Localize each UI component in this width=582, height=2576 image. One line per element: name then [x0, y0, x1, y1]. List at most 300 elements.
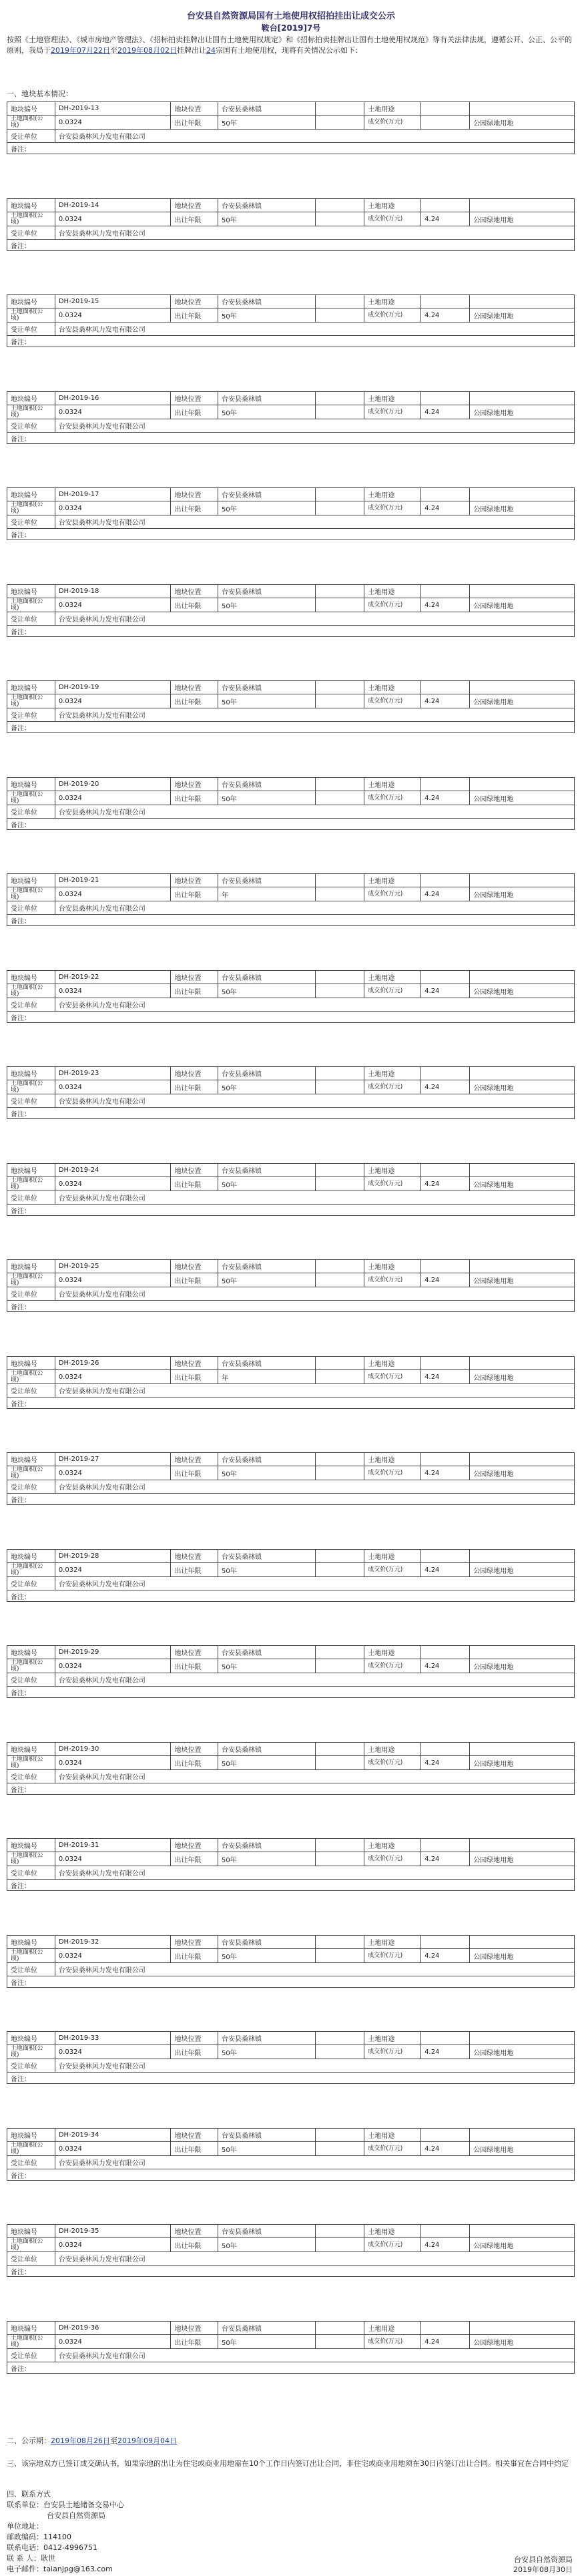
- contact-addr-row: [7, 2521, 575, 2532]
- winner-value: 台安县桑林风力发电有限公司: [55, 226, 574, 240]
- remark-label: 备注：: [7, 1108, 575, 1119]
- blank-cell: [316, 2322, 364, 2335]
- area-value: 0.0324: [55, 694, 171, 708]
- area-label: 土地面积(公顷): [7, 1177, 55, 1191]
- parcel-row-3: [7, 419, 575, 433]
- winner-label: 受让单位: [7, 1673, 55, 1687]
- location-label: 地块位置: [171, 585, 218, 598]
- use-value: [421, 199, 470, 212]
- parcel-no-label: 地块编号: [7, 199, 55, 212]
- contact-phone-label: 联系电话：: [7, 2543, 43, 2552]
- use-value: [421, 1646, 470, 1659]
- parcel-no-label: 地块编号: [7, 102, 55, 116]
- parcel-no-value: DH-2019-14: [55, 199, 171, 212]
- blank-cell: [316, 984, 364, 998]
- winner-label: 受让单位: [7, 2349, 55, 2362]
- area-label: 土地面积(公顷): [7, 1949, 55, 1963]
- term-label: 出让年限: [171, 405, 218, 419]
- use-value: [421, 585, 470, 598]
- area-value: 0.0324: [55, 2142, 171, 2156]
- location-value: 台安县桑林镇: [218, 1260, 315, 1273]
- contact-email-label: 电子邮件：: [7, 2565, 43, 2573]
- parcel-no-value: DH-2019-28: [55, 1550, 171, 1563]
- parcel-table: [7, 1356, 575, 1409]
- location-value: 台安县桑林镇: [218, 102, 315, 116]
- area-value: 0.0324: [55, 1370, 171, 1384]
- term-value: 50年: [218, 694, 315, 708]
- parcel-row-1: [7, 2322, 575, 2335]
- blank-cell: [470, 1550, 575, 1563]
- price-value: 4.24: [421, 1659, 470, 1673]
- intro-date-end: 2019年08月02日: [117, 46, 177, 55]
- blank-cell: [316, 102, 364, 116]
- remark-label: 备注：: [7, 143, 575, 154]
- price-value: 4.24: [421, 791, 470, 805]
- parcel-no-label: 地块编号: [7, 2225, 55, 2238]
- area-label: 土地面积(公顷): [7, 1659, 55, 1673]
- parcel-row-2: [7, 1756, 575, 1770]
- blank-cell: [316, 1936, 364, 1949]
- parcel-no-label: 地块编号: [7, 1936, 55, 1949]
- parcel-no-value: DH-2019-31: [55, 1839, 171, 1852]
- price-label: 成交价(万元): [364, 2142, 421, 2156]
- blank-cell: [470, 681, 575, 694]
- blank-cell: [470, 1260, 575, 1273]
- location-label: 地块位置: [171, 2129, 218, 2142]
- blank-cell: [470, 1646, 575, 1659]
- term-value: 50年: [218, 308, 315, 323]
- area-label: 土地面积(公顷): [7, 1756, 55, 1770]
- land-use-std-label: 公园绿地用地: [470, 116, 575, 130]
- parcel-row-1: [7, 392, 575, 405]
- area-label: 土地面积(公顷): [7, 405, 55, 419]
- location-label: 地块位置: [171, 199, 218, 212]
- parcel-row-3: [7, 1094, 575, 1108]
- parcel-row-2: [7, 2142, 575, 2156]
- parcel-row-2: [7, 694, 575, 708]
- winner-value: 台安县桑林风力发电有限公司: [55, 805, 574, 819]
- parcel-row-3: [7, 226, 575, 240]
- parcel-row-3: [7, 998, 575, 1012]
- winner-label: 受让单位: [7, 1963, 55, 1976]
- blank-cell: [316, 1177, 364, 1191]
- publicity-date-from: 2019年08月26日: [51, 2436, 110, 2445]
- location-label: 地块位置: [171, 1453, 218, 1466]
- blank-cell: [316, 2335, 364, 2349]
- term-label: 出让年限: [171, 1756, 218, 1770]
- use-value: [421, 1260, 470, 1273]
- price-value: 4.24: [421, 1949, 470, 1963]
- parcel-row-4: [7, 1590, 575, 1602]
- land-use-std-label: 公园绿地用地: [470, 694, 575, 708]
- winner-label: 受让单位: [7, 226, 55, 240]
- remark-label: 备注：: [7, 2362, 575, 2374]
- parcel-row-2: [7, 598, 575, 612]
- use-value: [421, 1067, 470, 1080]
- parcel-table: [7, 198, 575, 251]
- term-value: 50年: [218, 1563, 315, 1577]
- land-use-std-label: 公园绿地用地: [470, 984, 575, 998]
- blank-cell: [470, 1743, 575, 1756]
- winner-value: 台安县桑林风力发电有限公司: [55, 1866, 574, 1880]
- location-label: 地块位置: [171, 102, 218, 116]
- parcel-no-label: 地块编号: [7, 392, 55, 405]
- parcel-row-4: [7, 1976, 575, 1988]
- parcel-row-3: [7, 515, 575, 529]
- parcel-row-1: [7, 2129, 575, 2142]
- area-value: 0.0324: [55, 1659, 171, 1673]
- location-value: 台安县桑林镇: [218, 488, 315, 501]
- remark-label: 备注：: [7, 1880, 575, 1891]
- winner-label: 受让单位: [7, 612, 55, 626]
- winner-value: 台安县桑林风力发电有限公司: [55, 1673, 574, 1687]
- remark-label: 备注：: [7, 2266, 575, 2277]
- area-value: 0.0324: [55, 887, 171, 901]
- price-label: 成交价(万元): [364, 405, 421, 419]
- land-use-std-label: 公园绿地用地: [470, 887, 575, 901]
- parcel-row-1: [7, 102, 575, 116]
- parcel-no-value: DH-2019-29: [55, 1646, 171, 1659]
- remark-label: 备注：: [7, 722, 575, 733]
- blank-cell: [316, 1466, 364, 1480]
- winner-value: 台安县桑林风力发电有限公司: [55, 1384, 574, 1398]
- location-value: 台安县桑林镇: [218, 2225, 315, 2238]
- location-value: 台安县桑林镇: [218, 199, 315, 212]
- term-value: 50年: [218, 212, 315, 226]
- parcel-row-3: [7, 1577, 575, 1590]
- parcel-row-3: [7, 2059, 575, 2073]
- blank-cell: [470, 1936, 575, 1949]
- parcel-no-value: DH-2019-18: [55, 585, 171, 598]
- price-value: 4.24: [421, 694, 470, 708]
- location-value: 台安县桑林镇: [218, 2129, 315, 2142]
- parcel-table: [7, 1549, 575, 1602]
- contact-email[interactable]: taianjpg@163.com: [43, 2565, 113, 2573]
- use-value: [421, 1550, 470, 1563]
- winner-value: 台安县桑林风力发电有限公司: [55, 612, 574, 626]
- land-use-std-label: 公园绿地用地: [470, 1273, 575, 1287]
- contact-zip-row: [7, 2532, 575, 2543]
- use-label: 土地用途: [364, 778, 421, 791]
- use-label: 土地用途: [364, 681, 421, 694]
- parcel-row-4: [7, 2073, 575, 2084]
- blank-cell: [470, 295, 575, 308]
- parcel-row-1: [7, 1936, 575, 1949]
- area-label: 土地面积(公顷): [7, 2142, 55, 2156]
- parcel-row-4: [7, 1012, 575, 1023]
- land-use-std-label: 公园绿地用地: [470, 1852, 575, 1866]
- blank-cell: [470, 585, 575, 598]
- parcel-row-2: [7, 405, 575, 419]
- use-label: 土地用途: [364, 102, 421, 116]
- price-label: 成交价(万元): [364, 1080, 421, 1094]
- blank-cell: [316, 295, 364, 308]
- parcel-row-4: [7, 1880, 575, 1891]
- winner-value: 台安县桑林风力发电有限公司: [55, 1191, 574, 1205]
- parcel-no-label: 地块编号: [7, 585, 55, 598]
- location-label: 地块位置: [171, 488, 218, 501]
- land-use-std-label: 公园绿地用地: [470, 1370, 575, 1384]
- parcel-row-4: [7, 336, 575, 347]
- land-use-std-label: 公园绿地用地: [470, 2045, 575, 2059]
- section-3-text: 三、该宗地双方已签订成交确认书，如果宗地的出让为住宅或商业用地需在10个工作日内签订出让合同，非住宅或商业用地须在30日内签订出让合同。相关事宜在合同中约定: [7, 2459, 569, 2468]
- price-value: 4.24: [421, 2142, 470, 2156]
- parcel-row-3: [7, 708, 575, 722]
- area-value: 0.0324: [55, 2238, 171, 2252]
- blank-cell: [316, 2045, 364, 2059]
- parcel-no-label: 地块编号: [7, 488, 55, 501]
- parcel-row-1: [7, 1357, 575, 1370]
- parcel-row-3: [7, 323, 575, 336]
- remark-label: 备注：: [7, 1783, 575, 1795]
- term-label: 出让年限: [171, 791, 218, 805]
- blank-cell: [316, 1659, 364, 1673]
- location-label: 地块位置: [171, 1936, 218, 1949]
- location-label: 地块位置: [171, 1839, 218, 1852]
- term-value: 50年: [218, 1949, 315, 1963]
- parcel-row-4: [7, 240, 575, 251]
- parcel-row-2: [7, 984, 575, 998]
- parcel-row-4: [7, 1108, 575, 1119]
- parcel-table: [7, 873, 575, 926]
- blank-cell: [316, 1080, 364, 1094]
- parcel-row-4: [7, 143, 575, 154]
- use-value: [421, 488, 470, 501]
- contact-unit2: 台安县自然资源局: [47, 2511, 105, 2520]
- price-label: 成交价(万元): [364, 1949, 421, 1963]
- parcel-no-value: DH-2019-27: [55, 1453, 171, 1466]
- use-label: 土地用途: [364, 1357, 421, 1370]
- parcel-row-1: [7, 874, 575, 887]
- remark-label: 备注：: [7, 2169, 575, 2181]
- parcel-no-label: 地块编号: [7, 874, 55, 887]
- price-value: 4.24: [421, 308, 470, 323]
- blank-cell: [316, 116, 364, 130]
- price-label: 成交价(万元): [364, 887, 421, 901]
- blank-cell: [316, 1164, 364, 1177]
- parcel-row-4: [7, 626, 575, 637]
- area-value: 0.0324: [55, 598, 171, 612]
- blank-cell: [470, 1453, 575, 1466]
- parcel-no-value: DH-2019-15: [55, 295, 171, 308]
- parcel-row-1: [7, 681, 575, 694]
- parcel-row-4: [7, 722, 575, 733]
- use-value: [421, 1936, 470, 1949]
- term-label: 出让年限: [171, 598, 218, 612]
- parcel-no-label: 地块编号: [7, 1260, 55, 1273]
- winner-value: 台安县桑林风力发电有限公司: [55, 1094, 574, 1108]
- parcel-row-4: [7, 2266, 575, 2277]
- blank-cell: [470, 2032, 575, 2045]
- area-label: 土地面积(公顷): [7, 1563, 55, 1577]
- remark-label: 备注：: [7, 819, 575, 830]
- area-label: 土地面积(公顷): [7, 887, 55, 901]
- area-value: 0.0324: [55, 1177, 171, 1191]
- area-value: 0.0324: [55, 1080, 171, 1094]
- parcel-no-label: 地块编号: [7, 1164, 55, 1177]
- parcel-row-1: [7, 1164, 575, 1177]
- price-value: 4.24: [421, 1080, 470, 1094]
- term-label: 出让年限: [171, 1949, 218, 1963]
- price-value: 4.24: [421, 1563, 470, 1577]
- parcel-row-2: [7, 212, 575, 226]
- land-use-std-label: 公园绿地用地: [470, 212, 575, 226]
- parcel-row-3: [7, 1480, 575, 1494]
- parcel-no-value: DH-2019-17: [55, 488, 171, 501]
- document-number: 鞍台[2019]7号: [261, 23, 321, 33]
- parcel-row-2: [7, 1177, 575, 1191]
- price-label: 成交价(万元): [364, 2335, 421, 2349]
- blank-cell: [316, 488, 364, 501]
- parcel-row-4: [7, 2362, 575, 2374]
- term-label: 出让年限: [171, 116, 218, 130]
- area-value: 0.0324: [55, 1273, 171, 1287]
- parcel-no-label: 地块编号: [7, 971, 55, 984]
- location-value: 台安县桑林镇: [218, 1067, 315, 1080]
- price-value: 4.24: [421, 405, 470, 419]
- use-label: 土地用途: [364, 2322, 421, 2335]
- term-label: 出让年限: [171, 501, 218, 515]
- parcel-row-1: [7, 488, 575, 501]
- document-title: 台安县自然资源局国有土地使用权招拍挂出让成交公示: [186, 11, 395, 21]
- parcel-row-1: [7, 1646, 575, 1659]
- parcel-row-3: [7, 130, 575, 143]
- location-label: 地块位置: [171, 2225, 218, 2238]
- contact-person-row: [7, 2553, 575, 2564]
- parcel-no-label: 地块编号: [7, 2322, 55, 2335]
- area-label: 土地面积(公顷): [7, 2045, 55, 2059]
- winner-value: 台安县桑林风力发电有限公司: [55, 901, 574, 915]
- term-value: 年: [218, 1370, 315, 1384]
- intro-paragraph: [7, 35, 575, 56]
- price-label: 成交价(万元): [364, 598, 421, 612]
- use-value: [421, 392, 470, 405]
- land-use-std-label: 公园绿地用地: [470, 2238, 575, 2252]
- blank-cell: [316, 1563, 364, 1577]
- parcel-row-1: [7, 1743, 575, 1756]
- price-value: 4.24: [421, 1177, 470, 1191]
- location-value: 台安县桑林镇: [218, 681, 315, 694]
- use-label: 土地用途: [364, 1550, 421, 1563]
- contact-person-label: 联 系 人：: [7, 2554, 41, 2563]
- term-value: 50年: [218, 1466, 315, 1480]
- winner-label: 受让单位: [7, 2156, 55, 2169]
- parcel-row-4: [7, 1687, 575, 1698]
- area-value: 0.0324: [55, 501, 171, 515]
- location-value: 台安县桑林镇: [218, 2032, 315, 2045]
- blank-cell: [470, 102, 575, 116]
- parcel-no-label: 地块编号: [7, 295, 55, 308]
- land-use-std-label: 公园绿地用地: [470, 2142, 575, 2156]
- land-use-std-label: 公园绿地用地: [470, 501, 575, 515]
- term-label: 出让年限: [171, 887, 218, 901]
- blank-cell: [316, 1453, 364, 1466]
- remark-label: 备注：: [7, 336, 575, 347]
- blank-cell: [316, 501, 364, 515]
- use-value: [421, 874, 470, 887]
- location-label: 地块位置: [171, 1357, 218, 1370]
- parcel-row-4: [7, 529, 575, 540]
- parcel-no-value: DH-2019-36: [55, 2322, 171, 2335]
- area-label: 土地面积(公顷): [7, 1370, 55, 1384]
- price-label: 成交价(万元): [364, 2045, 421, 2059]
- term-label: 出让年限: [171, 1466, 218, 1480]
- price-label: 成交价(万元): [364, 1852, 421, 1866]
- use-value: [421, 102, 470, 116]
- signature-block: [513, 2555, 573, 2575]
- parcel-no-label: 地块编号: [7, 1550, 55, 1563]
- location-label: 地块位置: [171, 2032, 218, 2045]
- term-value: 50年: [218, 501, 315, 515]
- use-label: 土地用途: [364, 488, 421, 501]
- price-value: [421, 116, 470, 130]
- blank-cell: [316, 1743, 364, 1756]
- area-label: 土地面积(公顷): [7, 212, 55, 226]
- blank-cell: [316, 1949, 364, 1963]
- winner-label: 受让单位: [7, 323, 55, 336]
- location-label: 地块位置: [171, 971, 218, 984]
- blank-cell: [316, 681, 364, 694]
- location-label: 地块位置: [171, 1067, 218, 1080]
- parcel-no-label: 地块编号: [7, 681, 55, 694]
- term-value: 50年: [218, 2335, 315, 2349]
- remark-label: 备注：: [7, 1398, 575, 1409]
- parcel-row-4: [7, 2169, 575, 2181]
- term-value: 50年: [218, 791, 315, 805]
- remark-label: 备注：: [7, 915, 575, 926]
- location-label: 地块位置: [171, 1743, 218, 1756]
- intro-count: 24: [206, 46, 216, 55]
- winner-label: 受让单位: [7, 2252, 55, 2266]
- parcel-row-4: [7, 1301, 575, 1312]
- winner-label: 受让单位: [7, 130, 55, 143]
- term-label: 出让年限: [171, 1370, 218, 1384]
- area-label: 土地面积(公顷): [7, 1466, 55, 1480]
- winner-label: 受让单位: [7, 1094, 55, 1108]
- publicity-mid: 至: [110, 2436, 117, 2445]
- parcel-row-3: [7, 2156, 575, 2169]
- blank-cell: [316, 1260, 364, 1273]
- parcel-row-3: [7, 1963, 575, 1976]
- use-label: 土地用途: [364, 2129, 421, 2142]
- parcel-no-value: DH-2019-20: [55, 778, 171, 791]
- land-use-std-label: 公园绿地用地: [470, 1466, 575, 1480]
- parcel-no-value: DH-2019-21: [55, 874, 171, 887]
- parcel-table: [7, 1259, 575, 1312]
- blank-cell: [316, 199, 364, 212]
- blank-cell: [470, 1067, 575, 1080]
- use-label: 土地用途: [364, 971, 421, 984]
- use-value: [421, 1164, 470, 1177]
- parcel-no-label: 地块编号: [7, 2129, 55, 2142]
- remark-label: 备注：: [7, 529, 575, 540]
- location-label: 地块位置: [171, 778, 218, 791]
- parcel-row-1: [7, 971, 575, 984]
- parcel-row-2: [7, 1563, 575, 1577]
- price-value: 4.24: [421, 887, 470, 901]
- parcel-no-value: DH-2019-35: [55, 2225, 171, 2238]
- parcel-no-value: DH-2019-24: [55, 1164, 171, 1177]
- area-label: 土地面积(公顷): [7, 1273, 55, 1287]
- area-value: 0.0324: [55, 791, 171, 805]
- winner-label: 受让单位: [7, 1770, 55, 1783]
- location-label: 地块位置: [171, 1550, 218, 1563]
- blank-cell: [316, 212, 364, 226]
- parcel-no-label: 地块编号: [7, 1839, 55, 1852]
- blank-cell: [316, 1067, 364, 1080]
- parcel-no-value: DH-2019-13: [55, 102, 171, 116]
- parcel-table: [7, 2321, 575, 2374]
